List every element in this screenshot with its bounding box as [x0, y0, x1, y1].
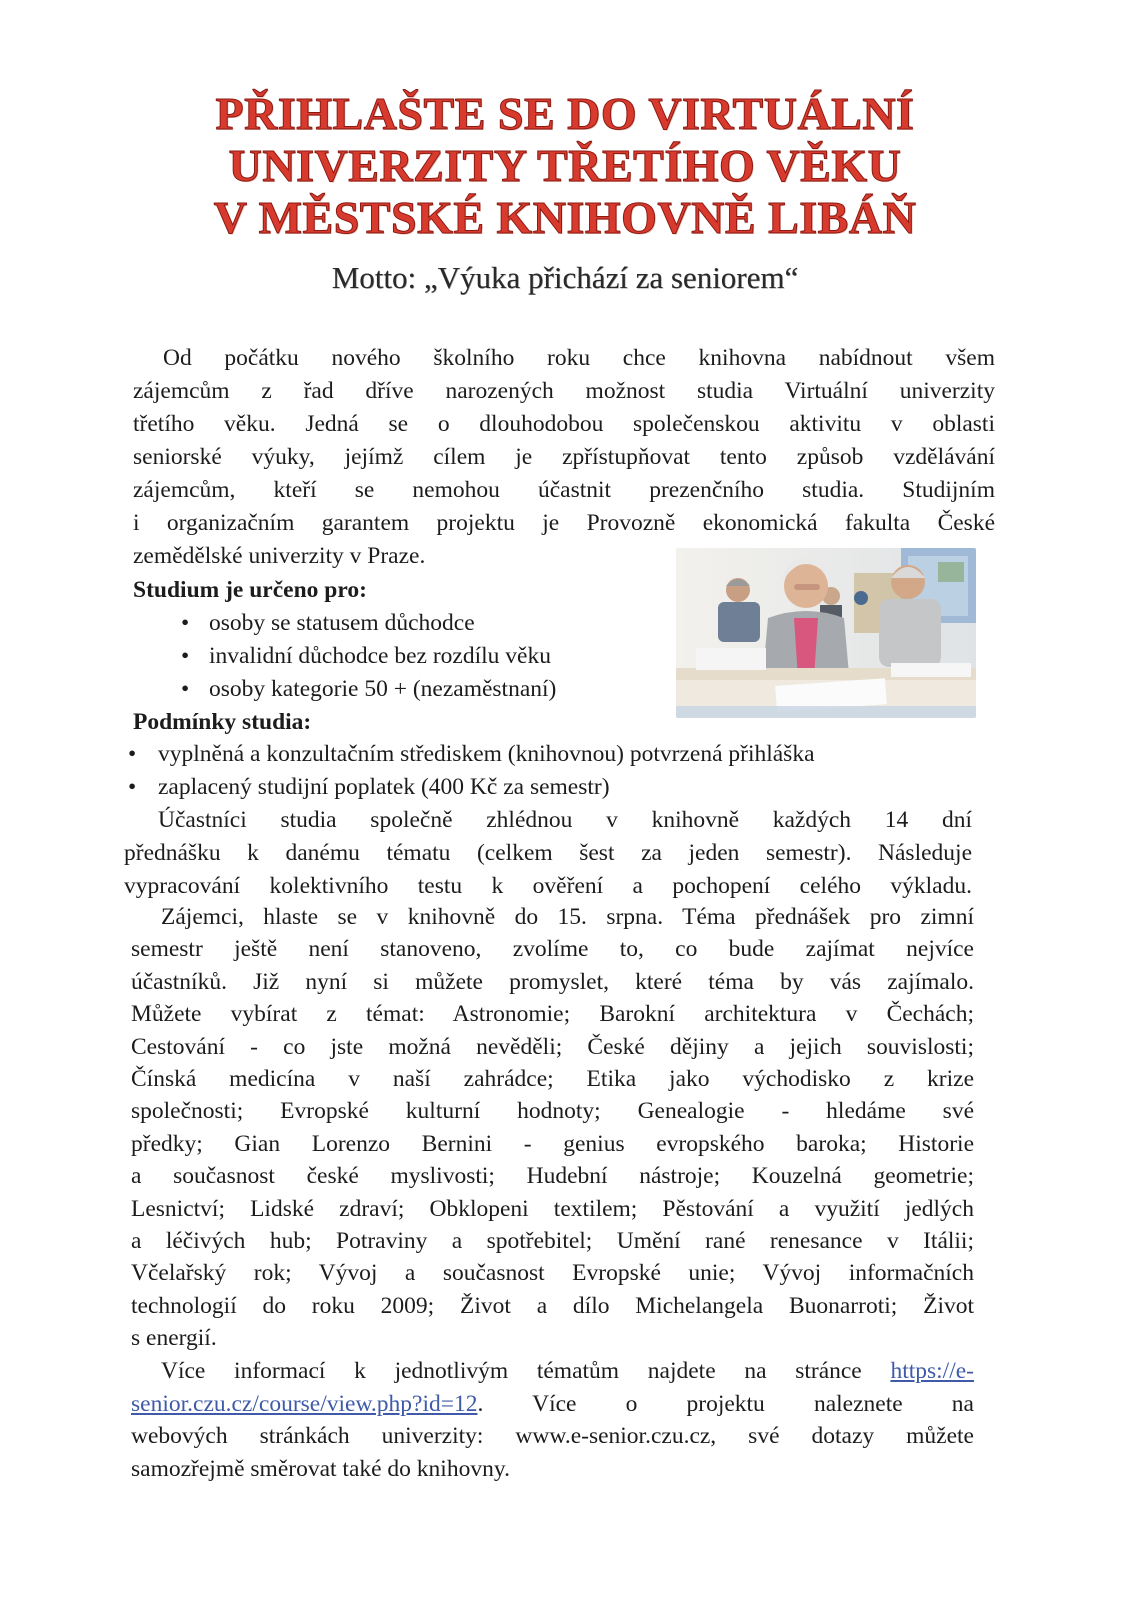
- conditions-section: [128, 738, 988, 804]
- paragraph-line: Zájemci, hlaste se v knihovně do 15. srpna. Téma přednášek pro zimní: [161, 904, 974, 930]
- intro-line: seniorské výuky, jejímž cílem je zpřístupňovat tento způsob vzdělávání: [133, 444, 995, 470]
- paragraph-line: a současnost české myslivosti; Hudební nástroje; Kouzelná geometrie;: [131, 1163, 974, 1190]
- paragraph-line: Včelařský rok; Vývoj a současnost Evropské unie; Vývoj informačních: [131, 1260, 974, 1287]
- paragraph-line: vypracování kolektivního testu k ověření a pochopení celého výkladu.: [124, 873, 972, 899]
- intro-line: i organizačním garantem projektu je Provozně ekonomická fakulta České: [133, 510, 995, 536]
- study-list: [133, 607, 663, 706]
- conditions-heading: Podmínky studia:: [133, 709, 312, 735]
- paragraph-line: [131, 1388, 974, 1421]
- paragraph-line: webových stránkách univerzity: www.e-senior.czu.cz, své dotazy můžete: [131, 1423, 974, 1450]
- list-item: • osoby kategorie 50 + (nezaměstnaní): [181, 673, 663, 706]
- intro-paragraph: [133, 342, 995, 573]
- more-info-text: Více informací k jednotlivým tématům najdete na stránce: [161, 1358, 891, 1384]
- paragraph-line: Čínská medicína v naší zahrádce; Etika jako východisko z krize: [131, 1066, 974, 1093]
- intro-line: zájemcům z řad dříve narozených možnost studia Virtuální univerzity: [133, 378, 995, 404]
- seniors-classroom-photo: [676, 548, 976, 718]
- more-info-text: . Více o projektu naleznete na: [477, 1390, 974, 1417]
- course-link[interactable]: https://e-: [890, 1358, 974, 1384]
- conditions-list: [128, 738, 988, 804]
- lecture-paragraph: [124, 804, 972, 903]
- page-title: [130, 88, 1000, 244]
- list-item: • invalidní důchodce bez rozdílu věku: [181, 640, 663, 673]
- intro-line: Od počátku nového školního roku chce knihovna nabídnout všem: [163, 345, 995, 371]
- title-line-2: UNIVERZITY TŘETÍHO VĚKU: [228, 140, 902, 191]
- paragraph-line: společnosti; Evropské kulturní hodnoty; Genealogie - hledáme své: [131, 1098, 974, 1125]
- course-link-continued[interactable]: senior.czu.cz/course/view.php?id=12: [131, 1390, 478, 1417]
- paragraph-line: s energií.: [131, 1325, 217, 1352]
- seniors-classroom-illustration: [676, 548, 976, 718]
- study-heading: Studium je určeno pro:: [133, 577, 367, 603]
- list-item: • vyplněná a konzultačním střediskem (knihovnou) potvrzená přihláška: [128, 738, 988, 771]
- paragraph-line: Cestování - co jste možná nevěděli; České dějiny a jejich souvislosti;: [131, 1033, 974, 1060]
- paragraph-line: samozřejmě směrovat také do knihovny.: [131, 1455, 510, 1482]
- paragraph-line: účastníků. Již nyní si můžete promyslet, které téma by vás zajímalo.: [131, 968, 974, 995]
- intro-line: zemědělské univerzity v Praze.: [133, 543, 426, 569]
- intro-line: třetího věku. Jedná se o dlouhodobou společenskou aktivitu v oblasti: [133, 411, 995, 437]
- title-line-1: PŘIHLAŠTE SE DO VIRTUÁLNÍ: [215, 88, 915, 139]
- topics-paragraph: [131, 901, 974, 1355]
- paragraph-line: a léčivých hub; Potraviny a spotřebitel; Umění rané renesance v Itálii;: [131, 1228, 974, 1255]
- paragraph-line: předky; Gian Lorenzo Bernini - genius evropského baroka; Historie: [131, 1130, 974, 1157]
- list-item: • osoby se statusem důchodce: [181, 607, 663, 640]
- study-target-section: [133, 574, 663, 706]
- title-line-3: V MĚSTSKÉ KNIHOVNĚ LIBÁŇ: [213, 192, 917, 243]
- list-item: • zaplacený studijní poplatek (400 Kč za semestr): [128, 771, 988, 804]
- paragraph-line: technologií do roku 2009; Život a dílo Michelangela Buonarroti; Život: [131, 1292, 974, 1319]
- intro-line: zájemcům, kteří se nemohou účastnit prezenčního studia. Studijním: [133, 477, 995, 503]
- paragraph-line: přednášku k danému tématu (celkem šest za jeden semestr). Následuje: [124, 840, 972, 866]
- motto: Motto: „Výuka přichází za seniorem“: [331, 260, 799, 295]
- paragraph-line: Můžete vybírat z témat: Astronomie; Barokní architektura v Čechách;: [131, 1001, 974, 1028]
- paragraph-line: Lesnictví; Lidské zdraví; Obklopeni textilem; Pěstování a využití jedlých: [131, 1195, 974, 1222]
- more-info-paragraph: [131, 1355, 974, 1485]
- paragraph-line: semestr ještě není stanoveno, zvolíme to, co bude zajímat nejvíce: [131, 936, 974, 963]
- paragraph-line: [131, 1355, 974, 1388]
- paragraph-line: Účastníci studia společně zhlédnou v knihovně každých 14 dní: [158, 807, 972, 833]
